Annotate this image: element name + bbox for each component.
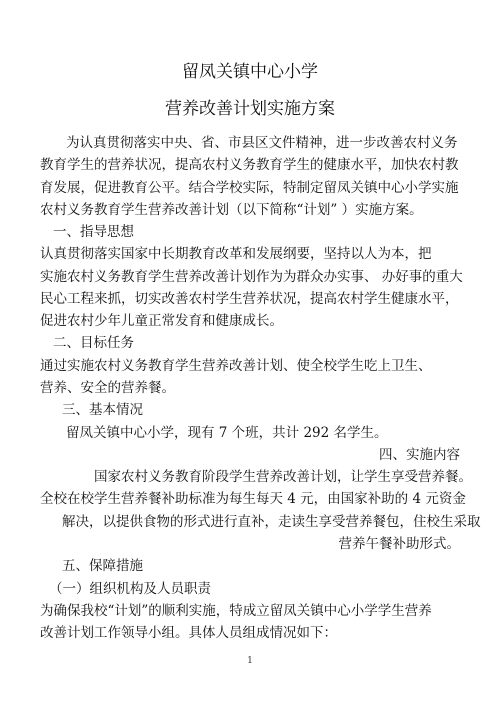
body-line: 国家农村义务教育阶段学生营养改善计划，让学生享受营养餐。: [94, 469, 472, 485]
section-heading: 五、保障措施: [62, 558, 143, 574]
body-line: 全校在校学生营养餐补助标准为每生每天 4 元，由国家补助的 4 元资金: [40, 491, 466, 507]
body-line: 民心工程来抓，切实改善农村学生营养状况，提高农村学生健康水平，: [40, 291, 459, 307]
subsection-heading: （一）组织机构及人员职责: [49, 581, 211, 597]
section-heading: 一、指导思想: [53, 224, 134, 240]
body-line: 营养、安全的营养餐。: [40, 380, 175, 396]
school-title: 留凤关镇中心小学: [182, 62, 318, 82]
intro-line: 为认真贯彻落实中央、省、市县区文件精神，进一步改善农村义务: [66, 135, 458, 151]
intro-line: 农村义务教育学生营养改善计划（以下简称“计划” ）实施方案。: [40, 202, 423, 218]
body-line: 营养午餐补助形式。: [338, 536, 460, 552]
body-line: 认真贯彻落实国家中长期教育改革和发展纲要，坚持以人为本，把: [40, 246, 432, 262]
page-number: 1: [247, 656, 253, 666]
body-line: 通过实施农村义务教育学生营养改善计划、使全校学生吃上卫生、: [40, 358, 432, 374]
intro-line: 育发展，促进教育公平。结合学校实际，特制定留凤关镇中心小学实施: [40, 180, 459, 196]
body-line: 解决，以提供食物的形式进行直补，走读生享受营养餐包，住校生采取: [62, 514, 481, 530]
section-heading: 四、实施内容: [379, 447, 460, 463]
intro-line: 教育学生的营养状况，提高农村义务教育学生的健康水平，加快农村教: [40, 157, 459, 173]
section-heading: 三、基本情况: [62, 402, 143, 418]
body-line: 留凤关镇中心小学，现有 7 个班，共计 292 名学生。: [66, 425, 388, 441]
body-line: 实施农村义务教育学生营养改善计划作为为群众办实事、 办好事的重大: [40, 269, 463, 285]
body-line: 为确保我校“计划”的顺利实施，特成立留凤关镇中心小学学生营养: [40, 603, 432, 619]
section-heading: 二、目标任务: [53, 335, 134, 351]
body-line: 改善计划工作领导小组。具体人员组成情况如下：: [40, 625, 337, 641]
plan-title: 营养改善计划实施方案: [165, 99, 335, 119]
body-line: 促进农村少年儿童正常发育和健康成长。: [40, 313, 283, 329]
